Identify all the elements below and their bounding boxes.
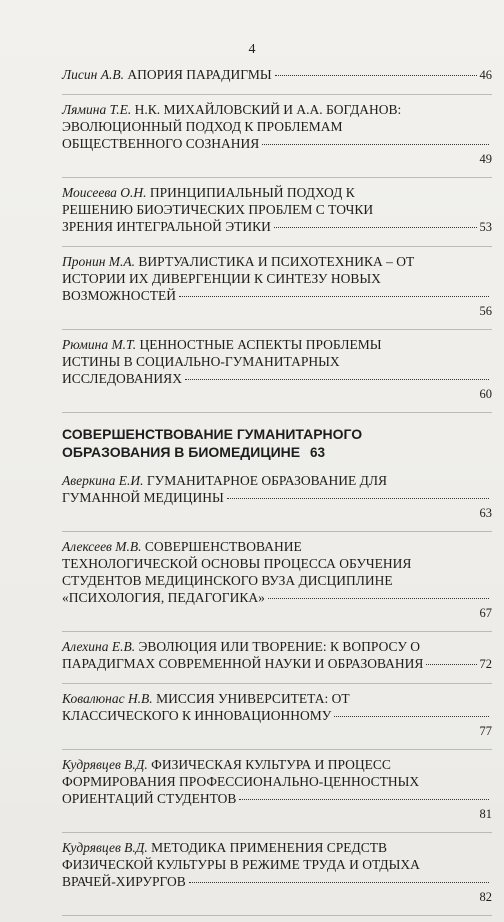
entry-title-line: [62, 66, 272, 83]
entry-page-number: 81: [479, 807, 492, 821]
entry-title-line: [62, 538, 492, 555]
entry-title-text: МЕТОДИКА ПРИМЕНЕНИЯ СРЕДСТВ: [151, 840, 387, 855]
entry-title-line: [62, 201, 492, 218]
entry-last-line: [62, 287, 492, 304]
entry-last-line: [62, 66, 492, 84]
entry-divider: [62, 531, 492, 532]
entry-title-line: [62, 555, 492, 572]
entry-title-line: [62, 472, 492, 489]
dot-leader: [334, 716, 489, 717]
entry-title-text: Н.К. МИХАЙЛОВСКИЙ И А.А. БОГДАНОВ:: [134, 102, 402, 117]
dot-leader: [185, 379, 489, 380]
entry-page-number: 46: [479, 68, 492, 82]
entry-title-text: АПОРИЯ ПАРАДИГМЫ: [127, 67, 272, 82]
entry-author: Кудрявцев В.Д.: [62, 757, 148, 772]
entry-page-number: 49: [479, 152, 492, 166]
entry-title-line: [62, 336, 492, 353]
entry-last-line: [62, 707, 492, 724]
entry-last-line: [62, 370, 492, 387]
entry-title-text: ВИРТУАЛИСТИКА И ПСИХОТЕХНИКА – ОТ: [138, 254, 415, 269]
toc-entry: [62, 690, 492, 739]
entry-page-number: 72: [479, 657, 492, 671]
entry-title-text: ИССЛЕДОВАНИЯХ: [62, 371, 182, 386]
entry-page-number: 53: [479, 220, 492, 234]
section-title-line: СОВЕРШЕНСТВОВАНИЕ ГУМАНИТАРНОГО: [62, 426, 363, 442]
entry-title-text: МИССИЯ УНИВЕРСИТЕТА: ОТ: [156, 691, 350, 706]
section-page-number: 63: [309, 445, 326, 460]
table-of-contents: [62, 66, 492, 922]
entry-title-line: [62, 839, 492, 856]
entry-title-line: [62, 572, 492, 589]
dot-leader: [274, 227, 477, 228]
entry-title-text: КЛАССИЧЕСКОГО К ИННОВАЦИОННОМУ: [62, 708, 332, 723]
entry-divider: [62, 749, 492, 750]
dot-leader: [239, 799, 489, 800]
entry-author: Рюмина М.Т.: [62, 337, 137, 352]
entry-title-text: ВРАЧЕЙ-ХИРУРГОВ: [62, 874, 186, 889]
entry-divider: [62, 683, 492, 684]
entry-title-text: ЭВОЛЮЦИЯ ИЛИ ТВОРЕНИЕ: К ВОПРОСУ О: [138, 639, 421, 654]
toc-entry: [62, 638, 492, 673]
entry-title-text: ЭВОЛЮЦИОННЫЙ ПОДХОД К ПРОБЛЕМАМ: [62, 119, 343, 134]
entry-author: Лисин А.В.: [62, 67, 124, 82]
entry-title-line: [62, 353, 492, 370]
dot-leader: [262, 144, 489, 145]
entry-title-text: ПРИНЦИПИАЛЬНЫЙ ПОДХОД К: [149, 185, 355, 200]
entry-page-number: 67: [479, 606, 492, 620]
entry-title-text: СТУДЕНТОВ МЕДИЦИНСКОГО ВУЗА ДИСЦИПЛИНЕ: [62, 573, 393, 588]
entry-title-text: «ПСИХОЛОГИЯ, ПЕДАГОГИКА»: [62, 590, 265, 605]
toc-entries-top: [62, 66, 492, 413]
entry-title-text: ПАРАДИГМАХ СОВРЕМЕННОЙ НАУКИ И ОБРАЗОВАНИЯ: [62, 656, 424, 671]
entry-divider: [62, 94, 492, 95]
entry-title-text: ИСТОРИИ ИХ ДИВЕРГЕНЦИИ К СИНТЕЗУ НОВЫХ: [62, 271, 381, 286]
entry-title-line: [62, 101, 492, 118]
entry-title-text: ФИЗИЧЕСКАЯ КУЛЬТУРА И ПРОЦЕСС: [151, 757, 391, 772]
entry-author: Кудрявцев В.Д.: [62, 840, 148, 855]
toc-entry: [62, 756, 492, 822]
entry-title-text: ВОЗМОЖНОСТЕЙ: [62, 288, 176, 303]
entry-divider: [62, 246, 492, 247]
entry-author: Ковалюнас Н.В.: [62, 691, 153, 706]
entry-title-line: [62, 773, 492, 790]
entry-last-line: [62, 218, 492, 236]
entry-page-number: 56: [479, 304, 492, 318]
entry-divider: [62, 631, 492, 632]
dot-leader: [179, 296, 489, 297]
entry-author: Пронин М.А.: [62, 254, 136, 269]
entry-title-line: [62, 184, 492, 201]
entry-page-number: 63: [479, 506, 492, 520]
entry-last-line: [62, 489, 492, 506]
entry-title-text: ОБЩЕСТВЕННОГО СОЗНАНИЯ: [62, 136, 260, 151]
entry-last-line: [62, 135, 492, 152]
entry-title-text: ТЕХНОЛОГИЧЕСКОЙ ОСНОВЫ ПРОЦЕССА ОБУЧЕНИЯ: [62, 556, 412, 571]
entry-title-line: [62, 253, 492, 270]
section-title-text: ОБРАЗОВАНИЯ В БИОМЕДИЦИНЕ: [62, 444, 301, 460]
toc-entry: [62, 101, 492, 167]
dot-leader: [426, 664, 476, 665]
entry-title-line: [62, 756, 492, 773]
entry-title-line: [62, 690, 492, 707]
entry-author: Аверкина Е.И.: [62, 473, 144, 488]
dot-leader: [268, 598, 489, 599]
entry-divider: [62, 177, 492, 178]
dot-leader: [275, 75, 477, 76]
toc-entry: [62, 336, 492, 402]
entry-last-line: [62, 589, 492, 606]
entry-divider: [62, 329, 492, 330]
toc-entry: [62, 472, 492, 521]
entry-title-text: ИСТИНЫ В СОЦИАЛЬНО-ГУМАНИТАРНЫХ: [62, 354, 340, 369]
entry-author: Алексеев М.В.: [62, 539, 142, 554]
dot-leader: [227, 498, 489, 499]
toc-entries-bottom: [62, 472, 492, 916]
entry-title-text: СОВЕРШЕНСТВОВАНИЕ: [144, 539, 302, 554]
entry-title-text: ЗРЕНИЯ ИНТЕГРАЛЬНОЙ ЭТИКИ: [62, 219, 271, 234]
entry-title-text: ОРИЕНТАЦИЙ СТУДЕНТОВ: [62, 791, 237, 806]
toc-entry: [62, 839, 492, 905]
entry-last-line: [62, 655, 492, 673]
entry-page-number: 60: [479, 387, 492, 401]
entry-divider: [62, 832, 492, 833]
entry-title-text: ГУМАНИТАРНОЕ ОБРАЗОВАНИЕ ДЛЯ: [146, 473, 388, 488]
entry-divider: [62, 412, 492, 413]
entry-title-text: ЦЕННОСТНЫЕ АСПЕКТЫ ПРОБЛЕМЫ: [139, 337, 382, 352]
section-title-last-line: [62, 443, 492, 462]
entry-last-line: [62, 873, 492, 890]
page-number: 4: [248, 42, 256, 57]
entry-last-line: [62, 790, 492, 807]
entry-author: Алехина Е.В.: [62, 639, 136, 654]
entry-title-line: [62, 270, 492, 287]
entry-title-text: РЕШЕНИЮ БИОЭТИЧЕСКИХ ПРОБЛЕМ С ТОЧКИ: [62, 202, 374, 217]
entry-title-line: [62, 856, 492, 873]
entry-page-number: 77: [479, 724, 492, 738]
toc-entry: [62, 538, 492, 621]
entry-title-text: ФИЗИЧЕСКОЙ КУЛЬТУРЫ В РЕЖИМЕ ТРУДА И ОТДЫХА: [62, 857, 420, 872]
toc-section-heading: [62, 425, 492, 462]
entry-author: Лямина Т.Е.: [62, 102, 132, 117]
entry-divider: [62, 915, 492, 916]
toc-entry: [62, 253, 492, 319]
dot-leader: [189, 882, 489, 883]
toc-entry: [62, 66, 492, 84]
entry-author: Моисеева О.Н.: [62, 185, 147, 200]
entry-page-number: 82: [479, 890, 492, 904]
toc-entry: [62, 184, 492, 236]
entry-title-text: ГУМАННОЙ МЕДИЦИНЫ: [62, 490, 224, 505]
entry-title-line: [62, 118, 492, 135]
entry-title-text: ФОРМИРОВАНИЯ ПРОФЕССИОНАЛЬНО-ЦЕННОСТНЫХ: [62, 774, 420, 789]
entry-title-line: [62, 638, 492, 655]
